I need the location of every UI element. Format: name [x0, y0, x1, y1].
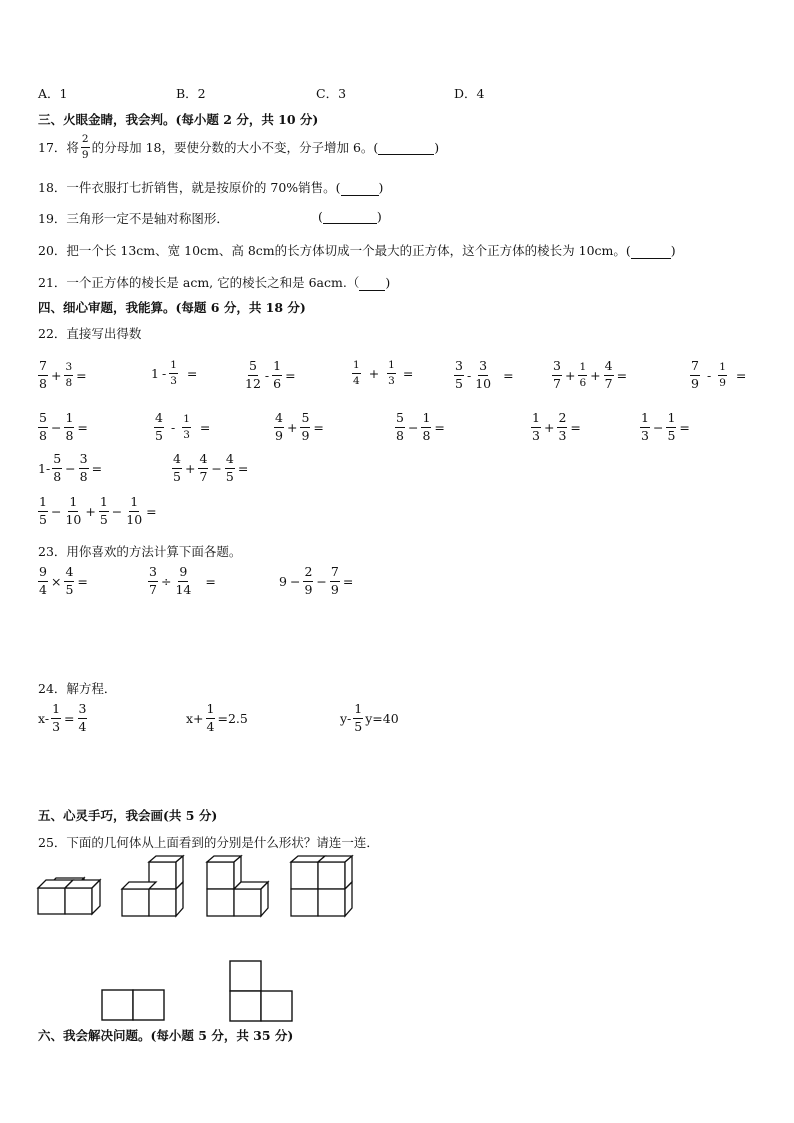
answer-blank-20[interactable]	[631, 244, 671, 259]
fraction: $\frac{3}{4}$	[78, 701, 87, 734]
section-6-title: 六、我会解决问题。(每小题 5 分，共 35 分)	[38, 1028, 294, 1043]
question-21	[38, 273, 390, 291]
question-22: 22．直接写出得数	[38, 326, 142, 341]
calc-4-1: $\frac{1}{5}$ − $\frac{1}{10}$ + $\frac{1}{5}$ − $\frac{1}{10}$ =	[39, 494, 157, 527]
calc-1-4: $\frac{1}{4}$ + $\frac{1}{3}$ =	[353, 359, 414, 387]
calc-1-5: $\frac{3}{5}$ - $\frac{3}{10}$ =	[455, 358, 514, 391]
fraction: $\frac{1}{10}$	[65, 494, 82, 527]
calc-3-2: $\frac{4}{5}$ + $\frac{4}{7}$ − $\frac{4}{5}$ =	[173, 451, 249, 484]
fraction: $\frac{1}{3}$	[170, 359, 177, 387]
answer-blank-19[interactable]	[323, 209, 377, 224]
fraction: $\frac{1}{3}$	[183, 413, 190, 441]
solid-figure-1[interactable]	[36, 872, 100, 918]
calc-2-6: $\frac{1}{3}$ − $\frac{1}{5}$ =	[641, 410, 690, 443]
question-19-blank-wrap	[318, 209, 382, 224]
fraction: $\frac{4}{5}$	[225, 451, 234, 484]
calc-2-3: $\frac{4}{9}$ + $\frac{5}{9}$ =	[275, 410, 324, 443]
question-18	[38, 178, 383, 196]
solid-figure-2[interactable]	[120, 855, 184, 918]
q17-text-a: 17．将	[38, 140, 79, 155]
q19-text-c: )	[376, 209, 382, 224]
option-b[interactable]: B．2	[176, 86, 206, 101]
fraction: $\frac{1}{10}$	[126, 494, 143, 527]
question-24: 24．解方程．	[38, 681, 117, 696]
top-view-two-squares[interactable]	[101, 989, 165, 1021]
calc-1-2: 1 - $\frac{1}{3}$ =	[151, 359, 198, 387]
question-23: 23．用你喜欢的方法计算下面各题。	[38, 544, 242, 559]
section-3-title: 三、火眼金睛，我会判。(每小题 2 分，共 10 分)	[38, 112, 319, 127]
fraction: $\frac{3}{8}$	[79, 451, 88, 484]
top-view-l-shape[interactable]	[229, 960, 293, 1022]
fraction: $\frac{3}{7}$	[553, 358, 561, 391]
calc-1-3: $\frac{5}{12}$ - $\frac{1}{6}$ =	[245, 358, 296, 391]
fraction: $\frac{9}{14}$	[175, 564, 192, 597]
option-d[interactable]: D．4	[454, 86, 485, 101]
fraction: $\frac{4}{7}$	[604, 358, 613, 391]
equation-24-3: y- $\frac{1}{5}$ y=40	[340, 701, 399, 734]
fraction: $\frac{9}{4}$	[39, 564, 47, 597]
fraction: $\frac{1}{5}$	[354, 701, 363, 734]
fraction: $\frac{1}{8}$	[65, 410, 74, 443]
q19-text-a: 19．三角形一定不是轴对称图形．	[38, 211, 229, 226]
fraction: $\frac{1}{6}$	[579, 361, 587, 389]
fraction: $\frac{7}{9}$	[691, 358, 699, 391]
q21-text-c: )	[385, 275, 391, 290]
equation-24-2: x+ $\frac{1}{4}$ =2.5	[186, 701, 248, 734]
q20-text-c: )	[670, 243, 676, 258]
fraction: $\frac{2}{3}$	[558, 410, 567, 443]
section-4-title: 四、细心审题，我能算。(每题 6 分，共 18 分)	[38, 300, 306, 315]
q18-text-c: )	[378, 180, 384, 195]
calc-23-1: $\frac{9}{4}$ × $\frac{4}{5}$ =	[39, 564, 88, 597]
fraction: $\frac{5}{8}$	[53, 451, 62, 484]
section-5-title: 五、心灵手巧，我会画(共 5 分)	[38, 808, 218, 823]
question-19	[38, 209, 229, 227]
fraction: $\frac{4}{9}$	[275, 410, 283, 443]
fraction: $\frac{1}{5}$	[39, 494, 47, 527]
calc-1-1: $\frac{7}{8}$ + $\frac{3}{8}$ =	[39, 358, 87, 391]
fraction: $\frac{3}{5}$	[455, 358, 463, 391]
fraction: $\frac{4}{5}$	[65, 564, 74, 597]
q20-text-a: 20．把一个长 13cm、宽 10cm、高 8cm的长方体切成一个最大的正方体，这个正方体的棱长为 10cm。(	[38, 243, 631, 258]
fraction: $\frac{4}{5}$	[173, 451, 181, 484]
fraction-2-9: $\frac{2}{9}$	[81, 133, 89, 161]
calc-2-2: $\frac{4}{5}$ - $\frac{1}{3}$ =	[155, 410, 211, 443]
answer-blank-18[interactable]	[341, 181, 379, 196]
calc-3-1: 1- $\frac{5}{8}$ − $\frac{3}{8}$ =	[38, 451, 103, 484]
fraction: $\frac{4}{7}$	[199, 451, 208, 484]
q17-text-b: 的分母加 18，要使分数的大小不变，分子增加 6。(	[91, 140, 379, 155]
fraction: $\frac{5}{9}$	[301, 410, 310, 443]
fraction: $\frac{1}{4}$	[206, 701, 215, 734]
fraction: $\frac{1}{3}$	[532, 410, 540, 443]
answer-blank-21[interactable]	[359, 276, 385, 291]
question-20	[38, 241, 676, 259]
q21-text-a: 21．一个正方体的棱长是 acm, 它的棱长之和是 6acm.（	[38, 275, 360, 290]
q17-text-c: )	[434, 139, 440, 155]
solid-figure-3[interactable]	[205, 855, 269, 918]
fraction: $\frac{5}{12}$	[245, 358, 261, 391]
fraction: $\frac{5}{8}$	[39, 410, 47, 443]
fraction: $\frac{1}{3}$	[388, 359, 395, 387]
fraction: $\frac{1}{3}$	[641, 410, 649, 443]
fraction: $\frac{1}{3}$	[52, 701, 61, 734]
fraction: $\frac{7}{8}$	[39, 358, 47, 391]
fraction: $\frac{5}{8}$	[396, 410, 404, 443]
option-c[interactable]: C．3	[316, 86, 347, 101]
fraction: $\frac{1}{8}$	[422, 410, 431, 443]
fraction: $\frac{4}{5}$	[155, 410, 163, 443]
fraction: $\frac{3}{10}$	[475, 358, 492, 391]
calc-23-2: $\frac{3}{7}$ ÷ $\frac{9}{14}$ =	[149, 564, 216, 597]
fraction: $\frac{3}{7}$	[149, 564, 157, 597]
fraction: $\frac{1}{5}$	[99, 494, 108, 527]
calc-23-3: 9 − $\frac{2}{9}$ − $\frac{7}{9}$ =	[279, 564, 354, 597]
q19-text-b: (	[318, 209, 323, 224]
calc-1-7: $\frac{7}{9}$ - $\frac{1}{9}$ =	[691, 358, 747, 391]
fraction: $\frac{3}{8}$	[65, 361, 73, 389]
solid-figure-4[interactable]	[289, 855, 353, 918]
fraction: $\frac{1}{5}$	[667, 410, 676, 443]
question-25: 25．下面的几何体从上面看到的分别是什么形状？请连一连．	[38, 835, 379, 850]
option-a[interactable]: A．1	[38, 86, 68, 101]
fraction: $\frac{1}{6}$	[273, 358, 282, 391]
q18-text-a: 18．一件衣服打七折销售，就是按原价的 70%销售。(	[38, 180, 341, 195]
fraction: $\frac{2}{9}$	[304, 564, 313, 597]
question-17	[38, 134, 439, 160]
calc-2-1: $\frac{5}{8}$ − $\frac{1}{8}$ =	[39, 410, 88, 443]
fraction: $\frac{7}{9}$	[330, 564, 339, 597]
calc-1-6: $\frac{3}{7}$ + $\frac{1}{6}$ + $\frac{4}{7}$ =	[553, 358, 628, 391]
equation-24-1: x- $\frac{1}{3}$ = $\frac{3}{4}$	[38, 701, 87, 734]
answer-blank-17[interactable]	[378, 140, 434, 155]
fraction: $\frac{1}{4}$	[353, 359, 360, 387]
fraction: $\frac{1}{9}$	[719, 361, 726, 389]
calc-2-5: $\frac{1}{3}$ + $\frac{2}{3}$ =	[532, 410, 581, 443]
calc-2-4: $\frac{5}{8}$ − $\frac{1}{8}$ =	[396, 410, 445, 443]
